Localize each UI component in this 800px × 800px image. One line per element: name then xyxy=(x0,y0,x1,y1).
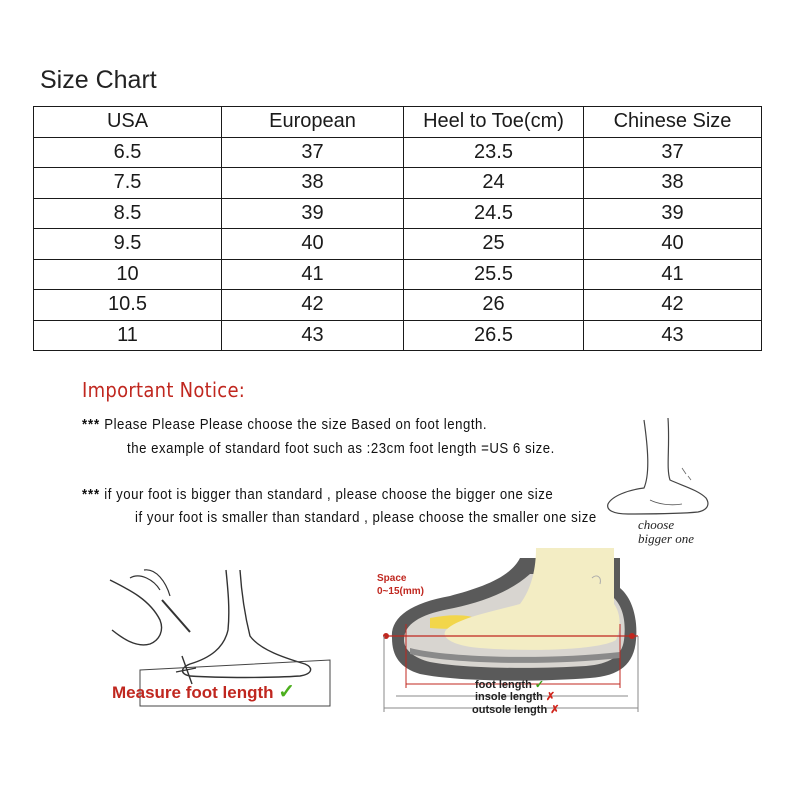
table-cell: 8.5 xyxy=(34,198,222,229)
table-cell: 25.5 xyxy=(404,259,584,290)
table-cell: 26 xyxy=(404,290,584,321)
table-header-row xyxy=(34,107,762,138)
table-row xyxy=(34,290,762,321)
space-unit: (mm) xyxy=(399,586,424,597)
insole-length-text: insole length xyxy=(475,691,543,703)
table-row xyxy=(34,259,762,290)
table-cell: 6.5 xyxy=(34,137,222,168)
outsole-length-label xyxy=(472,703,559,716)
table-cell: 26.5 xyxy=(404,320,584,351)
bullet-stars: *** xyxy=(82,416,101,433)
page-title: Size Chart xyxy=(40,66,157,94)
table-cell: 38 xyxy=(584,168,762,199)
notice-title: Important Notice: xyxy=(82,378,246,402)
table-cell: 42 xyxy=(222,290,404,321)
cross-icon: ✗ xyxy=(545,691,556,703)
space-label xyxy=(377,572,424,598)
table-header-cell: Chinese Size xyxy=(584,107,762,138)
table-cell: 41 xyxy=(222,259,404,290)
table-cell: 10.5 xyxy=(34,290,222,321)
space-range: 0~15 xyxy=(377,586,400,597)
space-label-line-1: Space xyxy=(377,573,407,584)
insole-length-label xyxy=(475,690,555,703)
table-cell: 43 xyxy=(584,320,762,351)
choose-note-line-1: choose xyxy=(638,517,675,532)
notice-line-3 xyxy=(82,486,553,503)
table-header-cell: Heel to Toe(cm) xyxy=(404,107,584,138)
notice-line-4: if your foot is smaller than standard , please choose the smaller one size xyxy=(135,509,597,526)
table-cell: 43 xyxy=(222,320,404,351)
table-header-cell: USA xyxy=(34,107,222,138)
outsole-length-text: outsole length xyxy=(472,704,548,716)
table-cell: 39 xyxy=(584,198,762,229)
measure-label-text: Measure foot length xyxy=(112,683,274,702)
table-cell: 37 xyxy=(222,137,404,168)
table-cell: 40 xyxy=(584,229,762,260)
foot-length-text: foot length xyxy=(475,679,532,691)
measure-foot-label xyxy=(112,679,295,704)
size-chart-table xyxy=(33,106,762,351)
table-cell: 41 xyxy=(584,259,762,290)
notice-line-1 xyxy=(82,416,487,433)
table-cell: 11 xyxy=(34,320,222,351)
cross-icon: ✗ xyxy=(550,704,560,716)
table-row xyxy=(34,168,762,199)
table-row xyxy=(34,320,762,351)
table-header-cell: European xyxy=(222,107,404,138)
table-cell: 42 xyxy=(584,290,762,321)
table-cell: 38 xyxy=(222,168,404,199)
choose-note-line-2: bigger one xyxy=(638,531,694,546)
check-icon: ✓ xyxy=(534,679,545,691)
table-row xyxy=(34,137,762,168)
table-cell: 7.5 xyxy=(34,168,222,199)
table-cell: 24 xyxy=(404,168,584,199)
table-cell: 23.5 xyxy=(404,137,584,168)
table-cell: 25 xyxy=(404,229,584,260)
notice-text-3: if your foot is bigger than standard , please choose the bigger one size xyxy=(104,486,554,503)
check-icon: ✓ xyxy=(278,681,296,703)
table-row xyxy=(34,229,762,260)
table-cell: 10 xyxy=(34,259,222,290)
table-row xyxy=(34,198,762,229)
table-cell: 9.5 xyxy=(34,229,222,260)
table-cell: 39 xyxy=(222,198,404,229)
notice-text-1: Please Please Please choose the size Based on foot length. xyxy=(104,416,488,433)
table-cell: 37 xyxy=(584,137,762,168)
bullet-stars: *** xyxy=(82,486,101,503)
table-cell: 24.5 xyxy=(404,198,584,229)
notice-line-2: the example of standard foot such as :23cm foot length =US 6 size. xyxy=(127,440,555,457)
choose-bigger-note xyxy=(638,518,694,546)
table-cell: 40 xyxy=(222,229,404,260)
foot-sketch-icon xyxy=(598,418,718,528)
